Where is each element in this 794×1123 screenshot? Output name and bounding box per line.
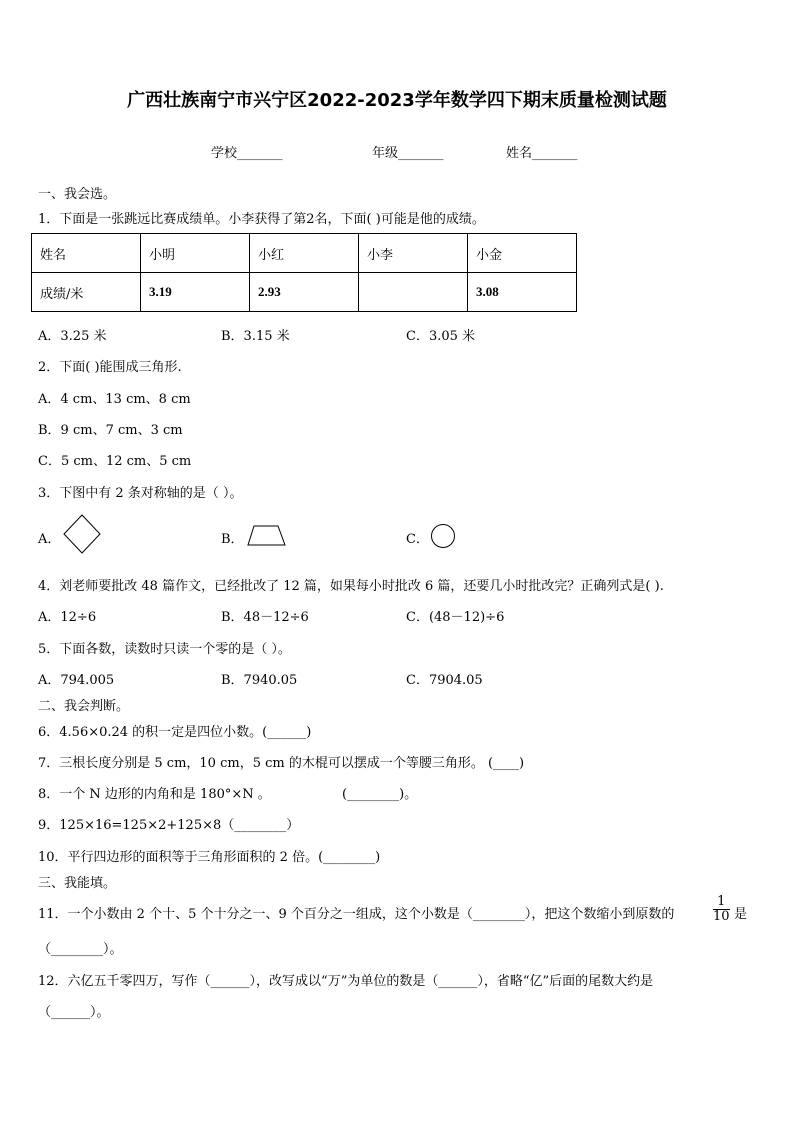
question-10-text: 10．平行四边形的面积等于三角形面积的 2 倍。(________) bbox=[38, 850, 381, 865]
page-title: 广西壮族南宁市兴宁区2022-2023学年数学四下期末质量检测试题 bbox=[127, 90, 667, 111]
table-cell: 2.93 bbox=[250, 273, 359, 312]
table-cell: 小红 bbox=[250, 234, 359, 273]
diamond-icon bbox=[62, 513, 102, 555]
question-9-text: 9．125×16=125×2+125×8（________） bbox=[38, 818, 300, 833]
fraction-one-tenth bbox=[713, 895, 730, 924]
trapezoid-icon bbox=[246, 524, 288, 548]
question-12-blank[interactable]: （______）。 bbox=[38, 1005, 110, 1020]
name-field[interactable]: 姓名_______ bbox=[506, 146, 578, 161]
q5-option-c[interactable]: C．7904.05 bbox=[406, 673, 483, 688]
fraction-denominator: 10 bbox=[713, 909, 730, 924]
q2-option-c[interactable]: C．5 cm、12 cm、5 cm bbox=[38, 454, 192, 469]
q4-option-a[interactable]: A．12÷6 bbox=[38, 610, 97, 625]
question-11-suffix: 是 bbox=[734, 907, 748, 922]
q1-option-b[interactable]: B．3.15 米 bbox=[221, 329, 290, 344]
question-8-text: 8．一个 N 边形的内角和是 180°×N 。 bbox=[38, 787, 271, 802]
section-heading-2: 二、我会判断。 bbox=[38, 699, 130, 714]
section-heading-3: 三、我能填。 bbox=[38, 876, 117, 891]
table-cell: 3.08 bbox=[468, 273, 577, 312]
table-cell: 成绩/米 bbox=[32, 273, 141, 312]
fraction-numerator: 1 bbox=[713, 895, 730, 910]
question-2-text: 2．下面( )能围成三角形. bbox=[38, 360, 182, 375]
q5-option-a[interactable]: A．794.005 bbox=[38, 673, 115, 688]
table-cell bbox=[359, 273, 468, 312]
question-8-blank[interactable]: (________)。 bbox=[342, 787, 418, 802]
q2-option-b[interactable]: B．9 cm、7 cm、3 cm bbox=[38, 423, 183, 438]
q3-option-a[interactable]: A． bbox=[38, 532, 61, 547]
q4-option-b[interactable]: B．48－12÷6 bbox=[221, 610, 309, 625]
table-cell: 小李 bbox=[359, 234, 468, 273]
question-11-text: 11．一个小数由 2 个十、5 个十分之一、9 个百分之一组成，这个小数是（________），把这个数缩小到原数的 bbox=[38, 907, 675, 922]
question-4-text: 4．刘老师要批改 48 篇作文，已经批改了 12 篇，如果每小时批改 6 篇，还要几小时批改完？正确列式是( ). bbox=[38, 579, 664, 594]
q1-option-a[interactable]: A．3.25 米 bbox=[38, 329, 107, 344]
question-1-text: 1．下面是一张跳远比赛成绩单。小李获得了第2名，下面( )可能是他的成绩。 bbox=[38, 212, 485, 227]
q4-option-c[interactable]: C．(48－12)÷6 bbox=[406, 610, 505, 625]
table-cell: 姓名 bbox=[32, 234, 141, 273]
table-cell: 小明 bbox=[141, 234, 250, 273]
q1-option-c[interactable]: C．3.05 米 bbox=[406, 329, 476, 344]
section-heading-1: 一、我会选。 bbox=[38, 187, 117, 202]
question-6-text: 6．4.56×0.24 的积一定是四位小数。(______) bbox=[38, 725, 312, 740]
circle-icon bbox=[429, 522, 457, 550]
table-row bbox=[32, 273, 577, 312]
school-field[interactable]: 学校_______ bbox=[211, 146, 283, 161]
table-cell: 小金 bbox=[468, 234, 577, 273]
question-3-text: 3．下图中有 2 条对称轴的是（ ）。 bbox=[38, 486, 243, 501]
q2-option-a[interactable]: A．4 cm、13 cm、8 cm bbox=[38, 392, 191, 407]
table-cell: 3.19 bbox=[141, 273, 250, 312]
question-7-text: 7．三根长度分别是 5 cm，10 cm，5 cm 的木棍可以摆成一个等腰三角形。 (____) bbox=[38, 756, 525, 771]
q3-option-c[interactable]: C． bbox=[406, 532, 429, 547]
grade-field[interactable]: 年级_______ bbox=[372, 146, 444, 161]
question-12-text: 12．六亿五千零四万，写作（______），改写成以“万”为单位的数是（______），省略“亿”后面的尾数大约是 bbox=[38, 974, 654, 989]
table-row bbox=[32, 234, 577, 273]
q3-option-b[interactable]: B． bbox=[221, 532, 244, 547]
score-table bbox=[31, 233, 577, 312]
question-11-blank[interactable]: （________）。 bbox=[38, 942, 123, 957]
question-5-text: 5．下面各数，读数时只读一个零的是（ ）。 bbox=[38, 642, 291, 657]
q5-option-b[interactable]: B．7940.05 bbox=[221, 673, 298, 688]
